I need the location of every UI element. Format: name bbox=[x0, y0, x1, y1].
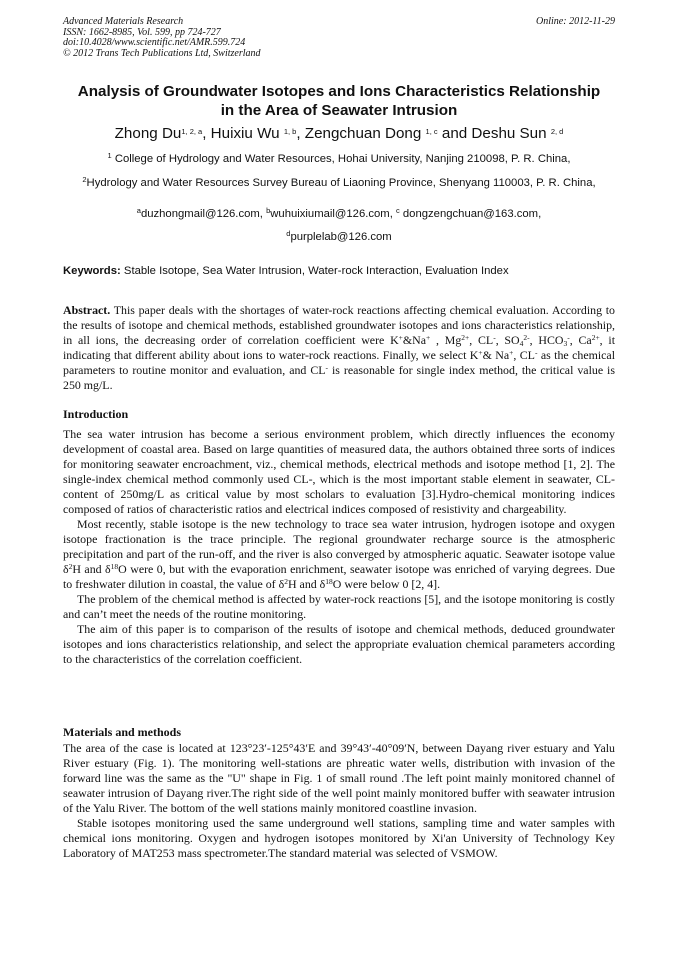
methods-section bbox=[63, 741, 615, 861]
online-date: Online: 2012-11-29 bbox=[536, 16, 615, 27]
email-b[interactable]: wuhuixiumail@126.com, bbox=[270, 208, 396, 220]
abstract-text: &Na bbox=[402, 333, 427, 347]
abstract-text: , it indicating that different ability about ions to water-rock reactions. Finally, we select K bbox=[63, 333, 616, 362]
author-3: Zengchuan Dong bbox=[304, 125, 426, 142]
intro-paragraph-2 bbox=[63, 517, 615, 592]
methods-paragraph-2: Stable isotopes monitoring used the same underground well stations, sampling time and water samples with chemical ions monitoring. Oxygen and hydrogen isotopes monitored by Xi'an University of Technology Key Laboratory of MAT253 mass spectrometer.The standard material was selected of VSMOW. bbox=[63, 816, 615, 860]
paragraph-text: O were below 0 [2, 4]. bbox=[332, 577, 441, 591]
abstract-sup: + bbox=[398, 333, 403, 342]
paper-title bbox=[55, 82, 623, 120]
affiliation-1 bbox=[55, 152, 623, 167]
paragraph-text: H and δ bbox=[287, 577, 326, 591]
abstract-text: is reasonable for single index method, the critical value is 250 mg/L. bbox=[63, 363, 615, 392]
affiliation-1-mark: 1 bbox=[107, 151, 112, 160]
affiliation-2 bbox=[55, 176, 623, 191]
abstract-label: Abstract. bbox=[63, 303, 111, 317]
issn-line: ISSN: 1662-8985, Vol. 599, pp 724-727 bbox=[63, 26, 221, 38]
author-2: Huixiu Wu bbox=[210, 125, 284, 142]
methods-heading: Materials and methods bbox=[63, 725, 181, 739]
email-d[interactable]: purplelab@126.com bbox=[290, 231, 392, 243]
isotope-sup: 18 bbox=[110, 562, 119, 571]
abstract-text: & Na bbox=[482, 348, 510, 362]
doi-line: doi:10.4028/www.scientific.net/AMR.599.724 bbox=[63, 37, 246, 48]
email-b-mark: b bbox=[266, 206, 271, 215]
author-3-affil: 1, c bbox=[425, 127, 438, 136]
abstract-sup: - bbox=[534, 348, 538, 357]
abstract-sup: 2- bbox=[523, 333, 530, 342]
affiliation-1-text: College of Hydrology and Water Resources, Hohai University, Nanjing 210098, P. R. China, bbox=[114, 153, 571, 165]
intro-paragraph-3: The problem of the chemical method is affected by water-rock reactions [5], and the isotope monitoring is costly and can’t meet the needs of the routine monitoring. bbox=[63, 592, 615, 621]
introduction-heading: Introduction bbox=[63, 407, 129, 421]
author-4: and Deshu Sun bbox=[441, 125, 551, 142]
abstract-text: This paper deals with the shortages of water-rock reactions affecting chemical evaluation. According to the results of isotope and chemical methods, established groundwater isotopes and ions characteristics relationship, in all ions, the decreasing order of correlation coefficient were K bbox=[63, 303, 615, 347]
abstract-text: , HCO bbox=[529, 333, 564, 347]
abstract-text: as the chemical parameters to routine monitor and evaluation, and CL bbox=[63, 348, 616, 377]
abstract-sup: - bbox=[567, 333, 570, 342]
affiliation-2-text: Hydrology and Water Resources Survey Bureau of Liaoning Province, Shenyang 110003, P. R. China, bbox=[86, 177, 596, 189]
abstract-sup: + bbox=[478, 348, 483, 357]
abstract-sup: + bbox=[509, 348, 514, 357]
author-2-affil: 1, b bbox=[283, 127, 297, 136]
abstract-sup: + bbox=[426, 333, 431, 342]
abstract-sup: 2+ bbox=[461, 333, 470, 342]
author-1: Zhong Du bbox=[114, 125, 182, 142]
journal-name: Advanced Materials Research bbox=[63, 16, 184, 27]
email-c-mark: c bbox=[396, 206, 400, 215]
abstract-text: , CL bbox=[513, 348, 535, 362]
author-4-affil: 2, d bbox=[550, 127, 564, 136]
email-c[interactable]: dongzengchuan@163.com, bbox=[399, 208, 542, 220]
intro-paragraph-4: The aim of this paper is to comparison of the results of isotope and chemical methods, deduced groundwater isotopes and ions characteristics relationship, and select the appropriate evaluation chemical parameters according to the characteristics of the correlation coefficient. bbox=[63, 622, 615, 666]
introduction-section bbox=[63, 427, 615, 667]
abstract-sup: - bbox=[325, 363, 329, 372]
paragraph-text: Most recently, stable isotope is the new technology to trace sea water intrusion, hydrogen isotope and oxygen isotope fractionation is the trace principle. The regional groundwater recharge source is the atmospheric precipitation and part of the run-off, and the river is also converged by atmospheric aquatic. Seawater isotope value δ bbox=[63, 517, 615, 576]
abstract-text: , CL bbox=[469, 333, 494, 347]
email-line-2 bbox=[55, 230, 623, 245]
isotope-sup: 2 bbox=[284, 577, 288, 586]
journal-header bbox=[63, 17, 261, 59]
isotope-sup: 18 bbox=[325, 577, 333, 586]
keywords bbox=[63, 264, 618, 279]
abstract-sup: - bbox=[493, 333, 496, 342]
paragraph-text: O were 0, but with the evaporation enrichment, seawater isotope was enriched of varying degrees. Due to freshwater dilution in coastal, the value of δ bbox=[63, 562, 615, 591]
email-d-mark: d bbox=[286, 229, 291, 238]
abstract bbox=[63, 303, 615, 393]
title-line-1: Analysis of Groundwater Isotopes and Ions Characteristics Relationship bbox=[77, 83, 601, 100]
title-line-2: in the Area of Seawater Intrusion bbox=[220, 102, 458, 119]
keywords-text: Stable Isotope, Sea Water Intrusion, Water-rock Interaction, Evaluation Index bbox=[120, 265, 509, 277]
abstract-sup: 2+ bbox=[591, 333, 600, 342]
affiliation-2-mark: 2 bbox=[82, 175, 87, 184]
abstract-text: , SO bbox=[495, 333, 520, 347]
abstract-text: , Ca bbox=[569, 333, 592, 347]
isotope-sup: 2 bbox=[68, 562, 73, 571]
abstract-text: , Mg bbox=[430, 333, 462, 347]
keywords-label: Keywords: bbox=[63, 265, 121, 277]
email-a[interactable]: duzhongmail@126.com, bbox=[140, 208, 267, 220]
intro-paragraph-1: The sea water intrusion has become a serious environment problem, which directly influences the economy development of coastal area. Based on large quantities of measured data, the authors obtained three sorts of indices for monitoring seawater encroachment, viz., chemical methods, electrical methods and isotope method [1, 2]. The single-index chemical method commonly used CL-, which is the most important stable element in seawater, CL- content of 250mg/L as critical value by most scholars to evaluation [3].Hydro-chemical monitoring indices composed of ratios of characteristic ratios and electrical indices composed of resistivity and chargeability. bbox=[63, 427, 615, 516]
author-list: Zhong Du$^{1, 2, a}$, Huixiu Wu $^{1, b}$, Zengchuan Dong $^{1, c}$ and Deshu Sun $^{2, d}$ bbox=[114, 125, 564, 142]
author-1-affil: 1, 2, a bbox=[181, 127, 203, 136]
abstract-sub: 3 bbox=[563, 339, 568, 348]
email-line-1 bbox=[55, 207, 623, 222]
copyright-line: © 2012 Trans Tech Publications Ltd, Switzerland bbox=[63, 47, 261, 59]
email-a-mark: a bbox=[136, 206, 141, 215]
methods-paragraph-1: The area of the case is located at 123°23′-125°43′E and 39°43′-40°09′N, between Dayang river estuary and Yalu River estuary (Fig. 1). The monitoring well-stations are phreatic water wells, distribution with invasion of the forward line was the same as the "U" shape in Fig. 1 of small round .The left point mainly monitored channel of seawater intrusion of Dayang river.The right side of the well point mainly monitored buffer with seawater intrusion of the Yalu River. The bottom of the well stations mainly monitored coastline invasion. bbox=[63, 741, 615, 815]
abstract-sub: 4 bbox=[519, 339, 524, 348]
paragraph-text: H and δ bbox=[72, 562, 111, 576]
